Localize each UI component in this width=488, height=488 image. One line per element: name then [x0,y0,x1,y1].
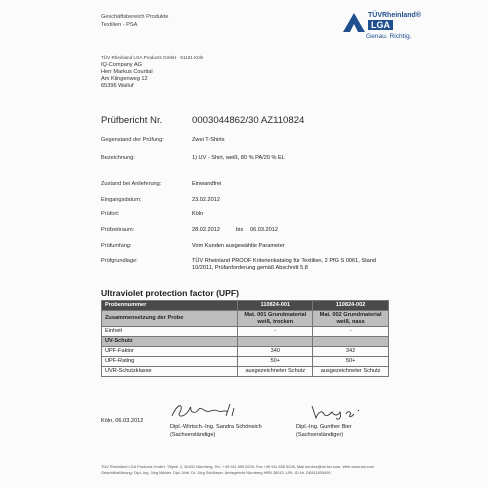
sample-number: 110824-002 [313,301,389,311]
tuv-logo [341,8,461,48]
division-name: Geschäftsbereich Produkte [101,14,169,20]
field-label: Gegenstand der Prüfung: [101,137,164,143]
table-row [102,347,389,357]
field-value: Einwandfrei [192,181,222,187]
table-section-row [102,337,389,347]
field-label: Prüfort: [101,211,120,217]
field-value: Zwei T-Shirts [192,137,225,143]
composition-cell: Mat. 002 Grundmaterial weiß, nass [313,311,389,327]
recipient-company: IQ-Company AG [101,62,143,68]
footer-line: TÜV Rheinland LGA Products GmbH, Tillystr. 2, 90431 Nürnberg, Tel.: +49 911 655 5225, Fax +49 911 655 5226, Mail service@de.tuv.com, Web www.tuv.com [101,464,374,469]
row-label: UPF-Faktor [102,347,238,357]
cell-value: 342 [313,347,389,357]
field-label: Prüfzeitraum: [101,227,135,233]
row-label: UPF-Rating [102,357,238,367]
signer-right-name: Dipl.-Ing. Gunther Bier [296,424,352,430]
period-bis: bis [236,227,244,233]
signature-left [168,400,248,422]
recipient-person: Herr Markus Courtial [101,69,153,75]
logo-sub: LGA [368,20,393,30]
sender-line: TÜV Rheinland LGA Products GmbH · 51101 Köln [101,55,204,60]
division-subname: Textilien - PSA [101,22,138,28]
report-number: 0003044862/30 AZ110824 [192,115,305,126]
cell-value: 340 [238,347,313,357]
sample-number: 110824-001 [238,301,313,311]
field-label: Prüfgrundlage: [101,258,138,264]
logo-name: TÜVRheinland® [368,12,421,19]
recipient-city: 65396 Walluf [101,83,134,89]
field-value: 23.02.2012 [192,197,220,203]
signer-right-role: (Sachverständiger) [296,432,344,438]
place-date: Köln, 06.03.2012 [101,418,144,424]
report-label: Prüfbericht Nr. [101,115,163,126]
header-cell: Probennummer [102,301,238,311]
recipient-street: Am Klingenweg 12 [101,76,148,82]
footer-line: Geschäftsführung: Dipl.-Ing. Jörg Mähler, Dipl.-Wirt. Dr. Jörg Schlösser. Amtsgericht Nürnberg HRB 28013, USt.-ID-Nr. DE811835490 [101,470,331,475]
field-label: Bezeichnung: [101,155,135,161]
field-value: 1) UV - Shirt, weiß, 80 % PA/20 % EL [192,155,285,161]
signature-right [308,402,368,422]
composition-cell: Mat. 001 Grundmaterial weiß, trocken [238,311,313,327]
period-end: 06.03.2012 [250,227,278,233]
field-value: Vom Kunden ausgewählte Parameter [192,243,285,249]
row-label: UVR-Schutzklasse [102,367,238,377]
field-value: Köln [192,211,204,217]
field-label: Zustand bei Anlieferung: [101,181,162,187]
cell-value: - [313,327,389,337]
table-row [102,311,389,327]
table-row [102,357,389,367]
table-row [102,327,389,337]
logo-tagline: Genau. Richtig. [366,33,412,40]
field-value: 28.02.2012 [192,227,220,233]
field-value: TÜV Rheinland PROOF Kriterienkatalog für Textilien, 2 PfG S 0061, Stand 10/2011, Prüfanforderung gemäß Abschnitt 5.8 [192,258,376,271]
cell-value: 50+ [238,357,313,367]
row-label: Zusammensetzung der Probe [102,311,238,327]
table-row [102,367,389,377]
field-label: Prüfumfang: [101,243,132,249]
upf-title: Ultraviolet protection factor (UPF) [101,288,239,298]
table-header-row [102,301,389,311]
field-label: Eingangsdatum: [101,197,142,203]
cell-value: ausgezeichneter Schutz [313,367,389,377]
signer-left-name: Dipl.-Wirtsch.-Ing. Sandra Schöneich [170,424,262,430]
signer-left-role: (Sachverständige) [170,432,216,438]
cell-value: - [238,327,313,337]
upf-table [101,300,389,377]
cell-value: ausgezeichneter Schutz [238,367,313,377]
row-label: Einheit [102,327,238,337]
cell-value: 50+ [313,357,389,367]
section-label: UV-Schutz [102,337,238,347]
